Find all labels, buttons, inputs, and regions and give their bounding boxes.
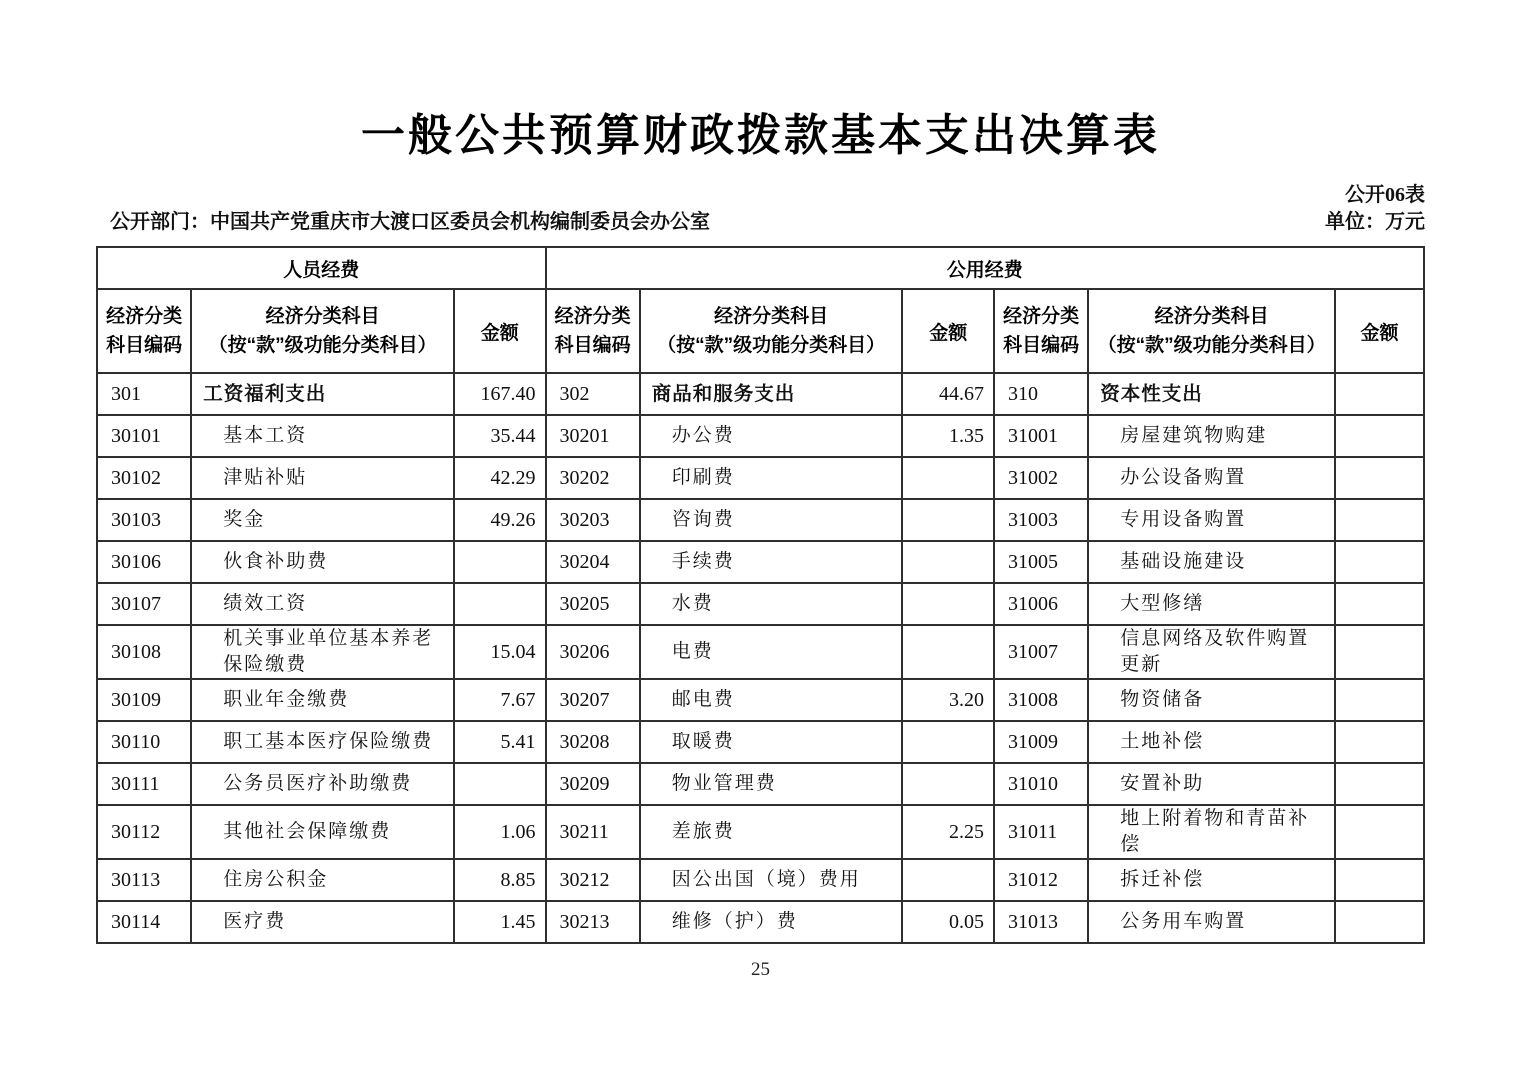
header-code-2 (546, 289, 640, 373)
cell-amount: 167.40 (454, 373, 546, 415)
cell-amount: 1.06 (454, 805, 546, 859)
cell-subject: 邮电费 (640, 679, 903, 721)
cell-code: 31011 (994, 805, 1088, 859)
header-code-line1: 经济分类 (554, 306, 631, 327)
cell-code: 30101 (97, 415, 191, 457)
cell-code: 310 (994, 373, 1088, 415)
cell-subject: 资本性支出 (1088, 373, 1335, 415)
cell-subject: 商品和服务支出 (640, 373, 903, 415)
table-row (97, 679, 1424, 721)
cell-amount: 0.05 (902, 901, 994, 943)
cell-amount (454, 763, 546, 805)
cell-subject: 医疗费 (191, 901, 454, 943)
cell-code: 31013 (994, 901, 1088, 943)
header-subject-line2: （按“款”级功能分类科目） (1097, 335, 1326, 356)
header-subject-3 (1088, 289, 1335, 373)
cell-subject: 奖金 (191, 499, 454, 541)
cell-subject: 办公费 (640, 415, 903, 457)
cell-amount (1335, 859, 1424, 901)
cell-subject: 地上附着物和青苗补偿 (1088, 805, 1335, 859)
cell-amount (1335, 721, 1424, 763)
cell-subject: 机关事业单位基本养老保险缴费 (191, 625, 454, 679)
cell-subject: 专用设备购置 (1088, 499, 1335, 541)
cell-code: 30204 (546, 541, 640, 583)
cell-amount (1335, 373, 1424, 415)
cell-code: 31008 (994, 679, 1088, 721)
cell-code: 30113 (97, 859, 191, 901)
cell-amount (902, 541, 994, 583)
cell-subject: 公务员医疗补助缴费 (191, 763, 454, 805)
header-subject-line1: 经济分类科目 (1154, 306, 1269, 327)
cell-amount (454, 541, 546, 583)
cell-subject: 职工基本医疗保险缴费 (191, 721, 454, 763)
cell-code: 30213 (546, 901, 640, 943)
header-subject-line1: 经济分类科目 (714, 306, 829, 327)
header-code-line2: 科目编码 (554, 335, 631, 356)
group-header-public-funds: 公用经费 (546, 247, 1425, 289)
cell-subject: 办公设备购置 (1088, 457, 1335, 499)
cell-amount (1335, 679, 1424, 721)
cell-subject: 绩效工资 (191, 583, 454, 625)
cell-code: 30207 (546, 679, 640, 721)
header-amount-3: 金额 (1335, 289, 1424, 373)
budget-table (96, 246, 1425, 944)
cell-code: 30205 (546, 583, 640, 625)
cell-code: 31003 (994, 499, 1088, 541)
cell-subject: 咨询费 (640, 499, 903, 541)
cell-amount: 7.67 (454, 679, 546, 721)
cell-subject: 维修（护）费 (640, 901, 903, 943)
table-code-label: 公开06表 (1345, 184, 1425, 206)
table-body (97, 373, 1424, 943)
cell-subject: 基本工资 (191, 415, 454, 457)
cell-amount: 35.44 (454, 415, 546, 457)
cell-subject: 津贴补贴 (191, 457, 454, 499)
cell-code: 30212 (546, 859, 640, 901)
cell-code: 31002 (994, 457, 1088, 499)
cell-code: 31012 (994, 859, 1088, 901)
cell-code: 30206 (546, 625, 640, 679)
page-number: 25 (751, 959, 770, 980)
cell-subject: 物资储备 (1088, 679, 1335, 721)
cell-amount (1335, 583, 1424, 625)
cell-subject: 房屋建筑物购建 (1088, 415, 1335, 457)
cell-code: 30111 (97, 763, 191, 805)
header-subject-line1: 经济分类科目 (265, 306, 380, 327)
cell-subject: 信息网络及软件购置更新 (1088, 625, 1335, 679)
cell-subject: 伙食补助费 (191, 541, 454, 583)
cell-amount (902, 763, 994, 805)
cell-subject: 工资福利支出 (191, 373, 454, 415)
cell-code: 31001 (994, 415, 1088, 457)
column-header-row (97, 289, 1424, 373)
cell-amount (902, 721, 994, 763)
cell-code: 30112 (97, 805, 191, 859)
cell-amount (1335, 457, 1424, 499)
document-content (96, 0, 1425, 981)
header-code-1 (97, 289, 191, 373)
cell-amount (454, 583, 546, 625)
header-amount-1: 金额 (454, 289, 546, 373)
table-row (97, 415, 1424, 457)
cell-code: 30110 (97, 721, 191, 763)
cell-subject: 拆迁补偿 (1088, 859, 1335, 901)
cell-code: 31010 (994, 763, 1088, 805)
cell-amount: 49.26 (454, 499, 546, 541)
cell-amount: 2.25 (902, 805, 994, 859)
header-code-line2: 科目编码 (106, 335, 183, 356)
header-amount-2: 金额 (902, 289, 994, 373)
cell-amount (902, 457, 994, 499)
cell-code: 30108 (97, 625, 191, 679)
cell-code: 30202 (546, 457, 640, 499)
table-row (97, 583, 1424, 625)
cell-amount: 3.20 (902, 679, 994, 721)
cell-subject: 安置补助 (1088, 763, 1335, 805)
cell-subject: 公务用车购置 (1088, 901, 1335, 943)
cell-subject: 因公出国（境）费用 (640, 859, 903, 901)
cell-code: 31006 (994, 583, 1088, 625)
cell-subject: 水费 (640, 583, 903, 625)
cell-amount (1335, 805, 1424, 859)
cell-amount: 42.29 (454, 457, 546, 499)
cell-code: 31005 (994, 541, 1088, 583)
cell-amount (902, 859, 994, 901)
cell-subject: 物业管理费 (640, 763, 903, 805)
header-code-line1: 经济分类 (106, 306, 183, 327)
cell-code: 30211 (546, 805, 640, 859)
page-title: 一般公共预算财政拨款基本支出决算表 (361, 111, 1160, 160)
cell-code: 30209 (546, 763, 640, 805)
cell-code: 30203 (546, 499, 640, 541)
cell-amount (1335, 763, 1424, 805)
meta-row (96, 208, 1425, 236)
group-header-personnel-funds: 人员经费 (97, 247, 546, 289)
cell-amount: 1.35 (902, 415, 994, 457)
header-subject-line2: （按“款”级功能分类科目） (657, 335, 886, 356)
table-row (97, 763, 1424, 805)
cell-subject: 取暖费 (640, 721, 903, 763)
cell-code: 31009 (994, 721, 1088, 763)
table-row (97, 541, 1424, 583)
cell-amount: 44.67 (902, 373, 994, 415)
cell-code: 30102 (97, 457, 191, 499)
cell-amount: 5.41 (454, 721, 546, 763)
cell-amount: 15.04 (454, 625, 546, 679)
cell-code: 30106 (97, 541, 191, 583)
header-subject-1 (191, 289, 454, 373)
table-row (97, 625, 1424, 679)
cell-code: 31007 (994, 625, 1088, 679)
header-code-3 (994, 289, 1088, 373)
table-row (97, 373, 1424, 415)
cell-code: 30107 (97, 583, 191, 625)
cell-subject: 住房公积金 (191, 859, 454, 901)
cell-code: 30201 (546, 415, 640, 457)
cell-amount (1335, 901, 1424, 943)
group-header-row (97, 247, 1424, 289)
cell-subject: 印刷费 (640, 457, 903, 499)
table-row (97, 499, 1424, 541)
cell-subject: 大型修缮 (1088, 583, 1335, 625)
cell-subject: 手续费 (640, 541, 903, 583)
cell-subject: 差旅费 (640, 805, 903, 859)
cell-subject: 其他社会保障缴费 (191, 805, 454, 859)
cell-subject: 基础设施建设 (1088, 541, 1335, 583)
header-code-line2: 科目编码 (1003, 335, 1080, 356)
cell-subject: 电费 (640, 625, 903, 679)
cell-amount (1335, 541, 1424, 583)
cell-amount (1335, 415, 1424, 457)
cell-code: 30109 (97, 679, 191, 721)
cell-code: 302 (546, 373, 640, 415)
cell-amount (902, 583, 994, 625)
department-label: 公开部门：中国共产党重庆市大渡口区委员会机构编制委员会办公室 (110, 211, 710, 233)
cell-amount (1335, 625, 1424, 679)
cell-code: 301 (97, 373, 191, 415)
table-row (97, 859, 1424, 901)
cell-amount: 1.45 (454, 901, 546, 943)
cell-code: 30114 (97, 901, 191, 943)
table-row (97, 901, 1424, 943)
cell-subject: 职业年金缴费 (191, 679, 454, 721)
table-row (97, 457, 1424, 499)
unit-label: 单位：万元 (1325, 211, 1425, 233)
table-row (97, 721, 1424, 763)
cell-subject: 土地补偿 (1088, 721, 1335, 763)
cell-amount (902, 625, 994, 679)
header-subject-2 (640, 289, 903, 373)
cell-code: 30103 (97, 499, 191, 541)
cell-amount: 8.85 (454, 859, 546, 901)
cell-amount (902, 499, 994, 541)
cell-amount (1335, 499, 1424, 541)
cell-code: 30208 (546, 721, 640, 763)
header-subject-line2: （按“款”级功能分类科目） (208, 335, 437, 356)
table-row (97, 805, 1424, 859)
header-code-line1: 经济分类 (1003, 306, 1080, 327)
